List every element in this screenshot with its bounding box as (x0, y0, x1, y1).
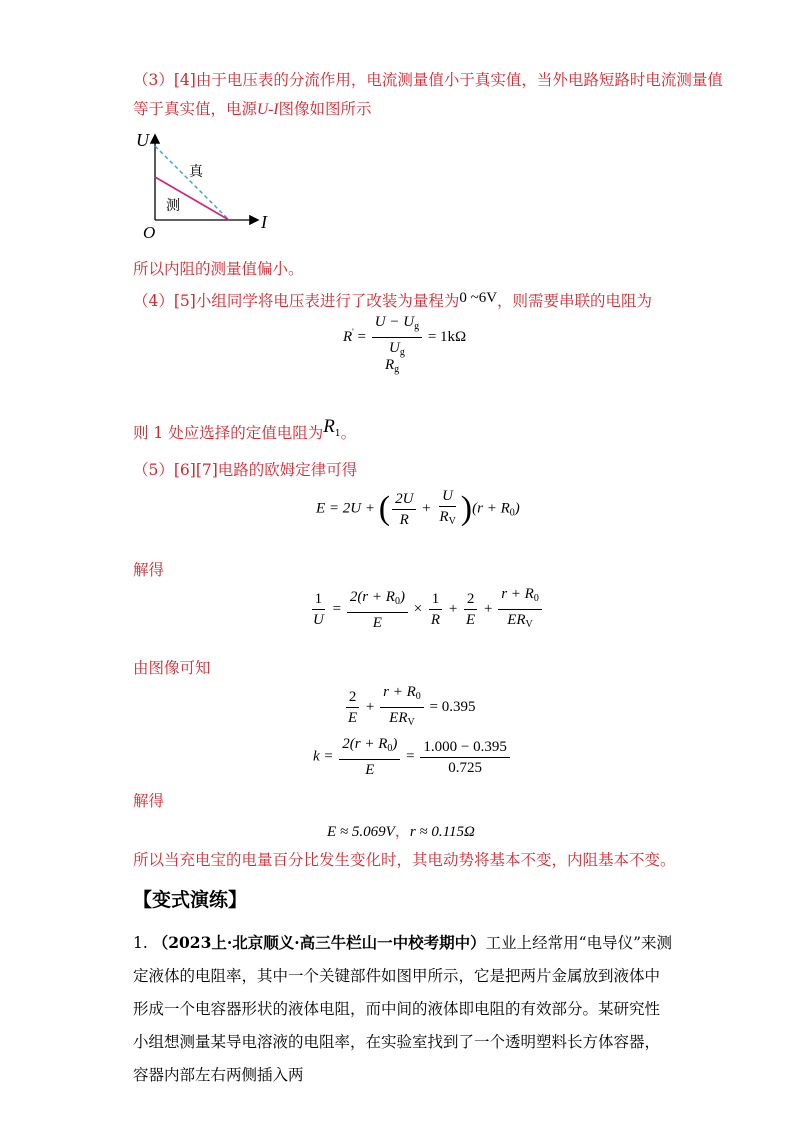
final-conclusion: 所以当充电宝的电量百分比发生变化时，其电动势将基本不变，内阻基本不变。 (133, 851, 676, 869)
eq2-f4-num: r + R (501, 586, 534, 602)
part5-line: （5）[6][7]电路的欧姆定律可得 (133, 461, 358, 479)
eq2-frac0 (310, 590, 327, 629)
eq4-eq: = (406, 748, 415, 765)
result-sep: ， (394, 822, 410, 840)
eq4-f1-num-end: ) (392, 736, 398, 752)
eq2-f1-num-sub: 0 (394, 595, 400, 607)
solve-label-1: 解得 (133, 561, 165, 579)
question-number: 1. (133, 934, 148, 952)
final-results (327, 820, 475, 841)
eq2-frac1 (347, 588, 408, 632)
measured-label: 测 (166, 199, 180, 214)
eq-num: U − U (374, 314, 415, 330)
question-1 (133, 926, 673, 1092)
true-label: 真 (189, 165, 203, 180)
part4-line (133, 288, 652, 311)
equation-4 (313, 735, 512, 779)
eq1-tail: (r + R (472, 500, 510, 517)
eq-rg-sub: g (394, 364, 400, 375)
section-title: 【变式演练】 (133, 889, 248, 911)
eq3-f2-den: ER (389, 710, 408, 726)
eq1-tail-sub: 0 (509, 507, 515, 519)
eq2-f1-num: 2(r + R (349, 588, 395, 605)
eq2-plus1: + (448, 600, 458, 617)
part4-text: （4）[5]小组同学将电压表进行了改装为量程为 (133, 292, 460, 310)
eq-den: U (388, 340, 400, 356)
question-text: 工业上经常用“电导仪”来测定液体的电阻率，其中一个关键部件如图甲所示，它是把两片金属放到液体中形成一个电容器形状的液体电阻，而中间的液体即电阻的有效部分。某研究性小组想测量某导电溶液的电阻率，在实验室找到了一个透明塑料长方体容器，容器内部左右两侧插入两 (133, 934, 673, 1084)
equation-3 (343, 683, 475, 732)
result-r: r ≈ 0.115Ω (409, 824, 475, 840)
eq2-eq: = (332, 600, 342, 617)
equation-r-prime: R' = $\frac{U - U_g}{U_g}$ = 1kΩ (343, 313, 466, 362)
eq2-frac4 (498, 585, 542, 634)
eq2-times: × (413, 600, 423, 617)
r1-sub: 1 (334, 429, 341, 439)
part4-conclusion (133, 417, 356, 444)
eq-den-sub: g (399, 347, 405, 358)
eq4-f2-den: 0.725 (448, 759, 482, 776)
part4-conclusion-text: 则 1 处应选择的定值电阻为 (133, 424, 324, 442)
eq-r: R (343, 328, 353, 345)
eq2-f3-den: E (466, 612, 476, 628)
solve-label-2: 解得 (133, 792, 165, 810)
eq3-result: = 0.395 (429, 698, 476, 715)
eq1-f1-den: R (399, 511, 409, 528)
range-value: 0 ~6V (459, 290, 498, 306)
eq2-f4-den: ER (507, 612, 526, 628)
equation-2 (308, 585, 544, 634)
eq2-f4-den-sub: V (525, 619, 533, 630)
eq1-f2-den-sub: V (448, 516, 456, 527)
axis-i-label: I (261, 212, 267, 232)
eq3-f2-num: r + R (383, 684, 416, 700)
eq1-f2-den: R (439, 509, 449, 525)
eq1-tail-end: ) (514, 500, 520, 517)
part3-line2-tail: 图像如图所示 (278, 100, 372, 118)
eq-rg: R (385, 357, 395, 373)
eq4-f2-num: 1.000 − 0.395 (420, 738, 509, 758)
eq1-start: E = 2U + (316, 500, 375, 517)
eq3-frac2 (380, 683, 424, 732)
eq4-k: k = (313, 748, 334, 765)
eq2-frac3 (463, 590, 478, 629)
axis-u-label: U (136, 130, 149, 150)
eq1-plus: + (422, 500, 431, 517)
ui-label: U-I (257, 101, 279, 118)
eq-num-sub: g (414, 321, 420, 332)
eq3-f1-den: E (348, 710, 358, 726)
conclusion3: 所以内阻的测量值偏小。 (133, 260, 304, 278)
eq3-f1-num: 2 (346, 688, 360, 708)
part3-line2-text: 等于真实值，电源 (133, 100, 258, 118)
eq4-frac1 (339, 735, 400, 779)
eq3-f2-num-sub: 0 (415, 691, 421, 702)
result-e: E ≈ 5.069V (327, 824, 395, 840)
origin-label: O (143, 223, 156, 240)
eq4-f1-num-sub: 0 (387, 743, 393, 754)
eq2-f1-num-end: ) (399, 588, 405, 605)
eq-result: = 1kΩ (427, 328, 467, 345)
part3-line1: （3）[4]由于电压表的分流作用，电流测量值小于真实值，当外电路短路时电流测量值 (133, 71, 723, 89)
eq3-plus: + (365, 698, 375, 715)
ui-graph (133, 128, 283, 240)
eq1-frac1 (392, 490, 416, 529)
from-graph-label: 由图像可知 (133, 659, 211, 677)
equation-1: E = 2U + ( $\frac{2U}{R}$ + $\frac{U}{R_V}$ )$(r + R_0)$ (316, 487, 520, 531)
eq2-f4-num-sub: 0 (533, 593, 539, 604)
eq4-f1-num: 2(r + R (342, 736, 388, 752)
eq3-frac1 (345, 688, 360, 727)
question-source: （2023上·北京顺义·高三牛栏山一中校考期中） (152, 933, 486, 952)
eq3-f2-den-sub: V (407, 717, 415, 728)
eq2-f3-num: 2 (464, 590, 478, 610)
eq1-f2-num: U (439, 487, 456, 507)
part3-line2 (133, 99, 372, 120)
eq1-f1-num: 2U (392, 490, 416, 510)
eq-prime: ' (352, 326, 354, 337)
part4-text-tail: ，则需要串联的电阻为 (497, 292, 653, 310)
r1-symbol: R (323, 416, 335, 437)
eq2-f1-den: E (372, 614, 382, 631)
eq2-frac2 (428, 590, 443, 629)
part4-conclusion-end: 。 (340, 424, 357, 442)
eq-fraction (372, 313, 422, 362)
eq1-frac2 (436, 487, 458, 531)
eq2-f0-den: U (313, 612, 324, 628)
eq2-f0-num: 1 (312, 590, 326, 610)
eq-rg-label (385, 357, 399, 375)
eq4-f1-den: E (365, 762, 375, 778)
eq2-plus2: + (483, 600, 493, 617)
eq2-f2-den: R (430, 612, 441, 628)
eq4-frac2 (420, 738, 509, 777)
eq2-f2-num: 1 (429, 590, 443, 610)
